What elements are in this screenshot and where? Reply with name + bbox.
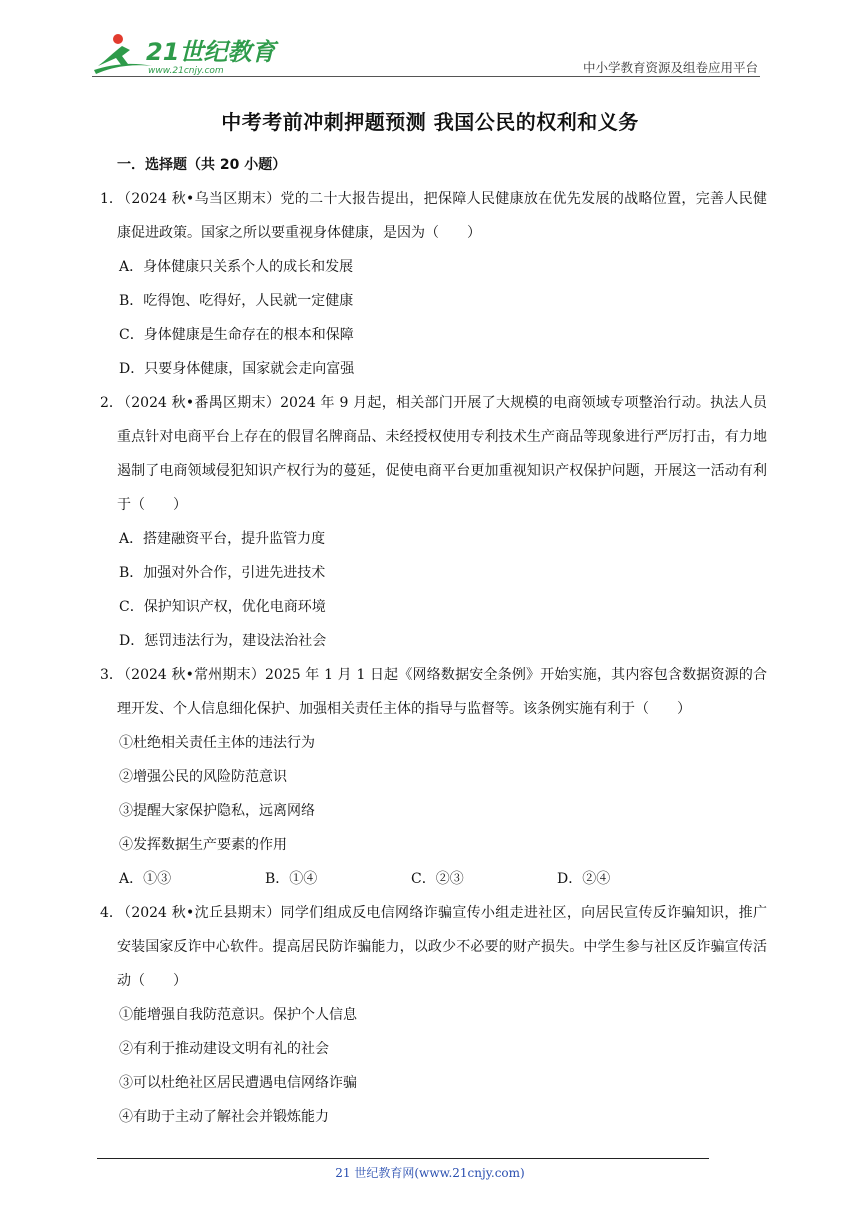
choice-row [117,862,767,896]
statement-4: ④发挥数据生产要素的作用 [119,837,287,853]
question-stem: （2024 秋•乌当区期末）党的二十大报告提出，把保障人民健康放在优先发展的战略位置，完善人民健康促进政策。国家之所以要重视身体健康，是因为（ ） [117,191,767,241]
option-c: C．身体健康是生命存在的根本和保障 [119,327,354,343]
question-4 [100,896,767,1134]
option-b: B．加强对外合作，引进先进技术 [119,565,326,581]
statement-4: ④有助于主动了解社会并锻炼能力 [119,1109,329,1125]
statement-2: ②增强公民的风险防范意识 [119,769,287,785]
question-3 [100,658,767,896]
svg-text:www.21cnjy.com: www.21cnjy.com [148,66,224,76]
option-a: A．搭建融资平台，提升监管力度 [119,531,326,547]
choice-a: A．①③ [119,871,172,887]
option-d: D．惩罚违法行为，建设法治社会 [119,633,327,649]
choice-c: C．②③ [411,871,464,887]
option-a: A．身体健康只关系个人的成长和发展 [119,259,354,275]
question-number: 4． [100,905,123,921]
page-title: 中考考前冲刺押题预测 我国公民的权利和义务 [221,110,639,134]
statement-3: ③提醒大家保护隐私，远离网络 [119,803,315,819]
choice-b: B．①④ [265,871,318,887]
statement-1: ①杜绝相关责任主体的违法行为 [119,735,315,751]
statement-2: ②有利于推动建设文明有礼的社会 [119,1041,329,1057]
question-stem: （2024 秋•常州期末）2025 年 1 月 1 日起《网络数据安全条例》开始实施，其内容包含数据资源的合理开发、个人信息细化保护、加强相关责任主体的指导与监督等。该条例实施有利于（ ） [117,667,767,717]
question-2 [100,386,767,658]
option-d: D．只要身体健康，国家就会走向富强 [119,361,355,377]
question-stem: （2024 秋•番禺区期末）2024 年 9 月起，相关部门开展了大规模的电商领域专项整治行动。执法人员重点针对电商平台上存在的假冒名牌商品、未经授权使用专利技术生产商品等现象进行严厉打击，有力地遏制了电商领域侵犯知识产权行为的蔓延，促使电商平台更加重视知识产权保护问题，开展这一活动有利于（ ） [117,395,767,513]
platform-name: 中小学教育资源及组卷应用平台 [582,60,758,75]
question-number: 2． [100,395,123,411]
question-number: 3． [100,667,123,683]
statement-3: ③可以杜绝社区居民遭遇电信网络诈骗 [119,1075,357,1091]
statement-1: ①能增强自我防范意识。保护个人信息 [119,1007,357,1023]
footer-link[interactable]: 21 世纪教育网(www.21cnjy.com) [335,1166,525,1180]
footer-divider [97,1158,709,1159]
header-divider [92,76,760,77]
svg-text:21世纪教育: 21世纪教育 [146,38,276,66]
choice-d: D．②④ [557,871,611,887]
logo [92,30,276,78]
page-header [92,30,760,78]
question-1 [100,182,767,386]
question-number: 1． [100,191,123,207]
question-list [100,148,767,1134]
logo-runner-icon [92,30,276,78]
option-c: C．保护知识产权，优化电商环境 [119,599,326,615]
option-b: B．吃得饱、吃得好，人民就一定健康 [119,293,354,309]
section-heading: 一．选择题（共 20 小题） [117,157,287,173]
question-stem: （2024 秋•沈丘县期末）同学们组成反电信网络诈骗宣传小组走进社区，向居民宣传反诈骗知识，推广安装国家反诈中心软件。提高居民防诈骗能力，以政少不必要的财产损失。中学生参与社区反诈骗宣传活动（ ） [117,905,767,989]
